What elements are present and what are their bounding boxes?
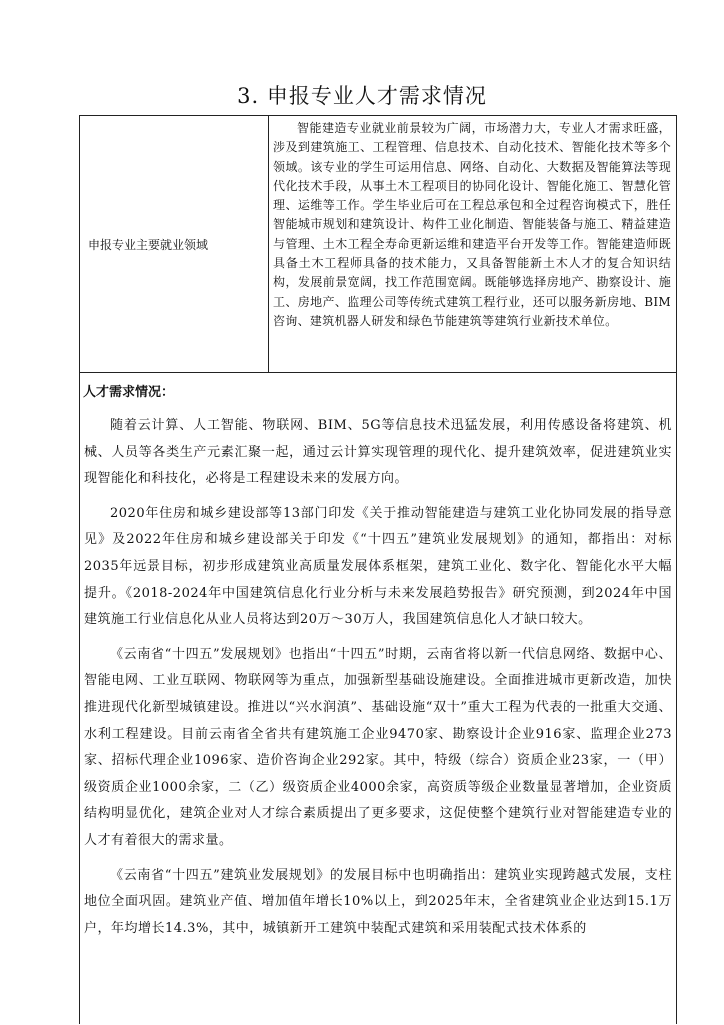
paragraph-national-policy: 2020年住房和城乡建设部等13部门印发《关于推动智能建造与建筑工业化协同发展的指导意见》及2022年住房和城乡建设部关于印发《“十四五”建筑业发展规划》的通知，都指出：对标2035年远景目标，初步形成建筑业高质量发展体系框架，建筑工业化、数字化、智能化水平大幅提升。《2018-2024年中国建筑信息化行业分析与未来发展趋势报告》研究预测，到2024年中国建筑施工行业信息化从业人员将达到20万～30万人，我国建筑信息化人才缺口较大。 — [84, 505, 672, 628]
paragraph-yunnan-plan: 《云南省“十四五”发展规划》也指出“十四五”时期，云南省将以新一代信息网络、数据中心、智能电网、工业互联网、物联网等为重点，加强新型基础设施建设。全面推进城市更新改造，加快推进现代化新型城镇建设。推进以“兴水润滇”、基础设施“双十”重大工程为代表的一批重大交通、水利工程建设。目前云南省全省共有建筑施工企业9470家、勘察设计企业916家、监理企业273家、招标代理企业1096家、造价咨询企业292家。其中，特级（综合）资质企业23家，一（甲）级资质企业1000余家，二（乙）级资质企业4000余家，高资质等级企业数量显著增加，企业资质结构明显优化，建筑企业对人才综合素质提出了更多要求，这促使整个建筑行业对智能建造专业的人才有着很大的需求量。 — [84, 646, 672, 848]
talent-demand-heading: 人才需求情况： — [83, 385, 175, 400]
paragraph-tech-trend: 随着云计算、人工智能、物联网、BIM、5G等信息技术迅猛发展，利用传感设备将建筑、机械、人员等各类生产元素汇聚一起，通过云计算实现管理的现代化、提升建筑效率，促进建筑业实现智能化和科技化，必将是工程建设未来的发展方向。 — [84, 418, 672, 487]
requirements-table — [79, 115, 677, 1024]
employment-fields-content: 智能建造专业就业前景较为广阔，市场潜力大，专业人才需求旺盛，涉及到建筑施工、工程管理、信息技术、自动化技术、智能化技术等多个领域。该专业的学生可运用信息、网络、自动化、大数据及智能算法等现代化技术手段，从事土木工程项目的协同化设计、智能化施工、智慧化管理、运维等工作。学生毕业后可在工程总承包和全过程咨询模式下，胜任智能城市规划和建筑设计、构件工业化制造、智能装备与施工、精益建造与管理、土木工程全寿命更新运维和建造平台开发等工作。智能建造师既具备土木工程师具备的技术能力，又具备智能新土木人才的复合知识结构，发展前景宽阔，找工作范围宽阔。既能够选择房地产、勘察设计、施工、房地产、监理公司等传统式建筑工程行业，还可以服务新房地、BIM咨询、建筑机器人研发和绿色节能建筑等建筑行业新技术单位。 — [273, 121, 671, 328]
talent-demand-body — [84, 413, 672, 950]
page-title: 3. 申报专业人才需求情况 — [237, 84, 487, 108]
employment-fields-label: 申报专业主要就业领域 — [80, 116, 269, 372]
paragraph-yunnan-construction-plan: 《云南省“十四五”建筑业发展规划》的发展目标中也明确指出：建筑业实现跨越式发展，支柱地位全面巩固。建筑业产值、增加值年增长10%以上，到2025年末，全省建筑业企业达到15.1万户，年均增长14.3%，其中，城镇新开工建筑中装配式建筑和采用装配式技术体系的 — [84, 867, 672, 936]
talent-demand-row — [80, 373, 676, 1025]
employment-fields-row — [80, 116, 676, 373]
